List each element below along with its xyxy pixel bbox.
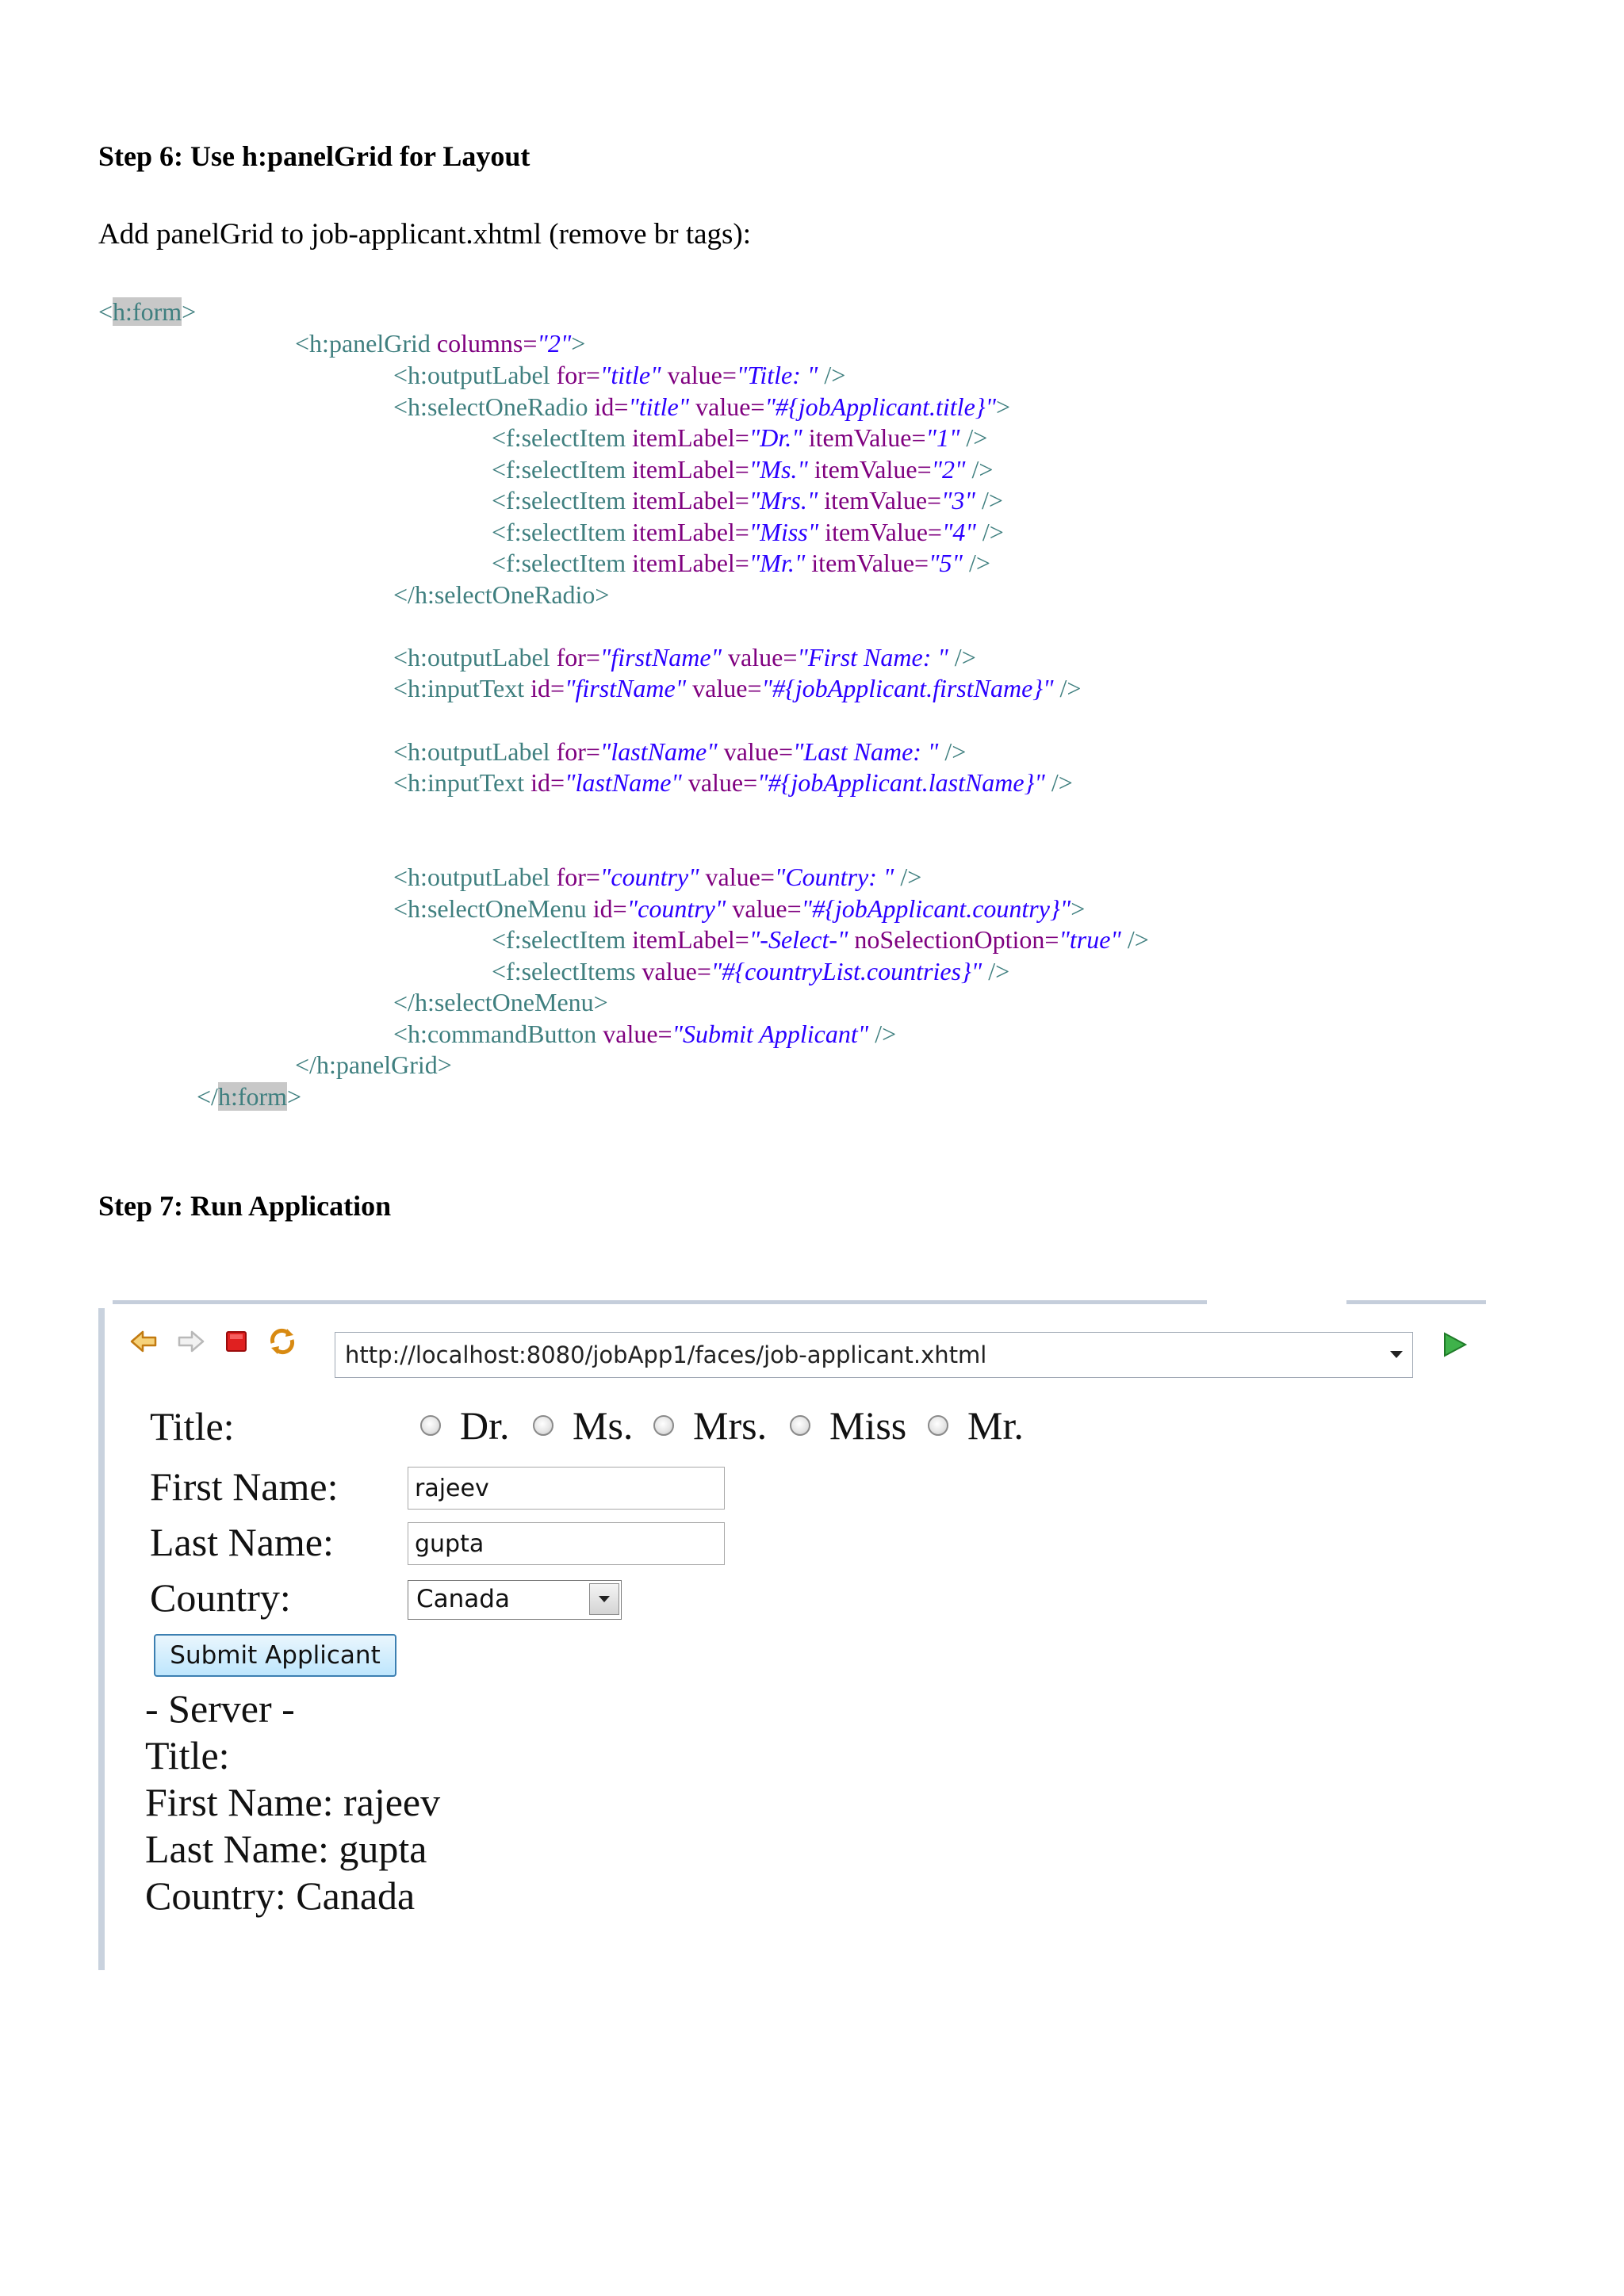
code-radio-open: <h:selectOneRadio id="title" value="#{jobApplicant.title}"> bbox=[393, 392, 1011, 421]
code-select-item: <f:selectItem itemLabel="Ms." itemValue="2" /> bbox=[492, 455, 994, 484]
stop-icon[interactable] bbox=[220, 1326, 252, 1357]
back-arrow-icon[interactable] bbox=[128, 1326, 160, 1357]
last-name-field[interactable] bbox=[408, 1522, 725, 1565]
radio-label: Mr. bbox=[967, 1403, 1024, 1448]
country-selected-value: Canada bbox=[416, 1585, 510, 1613]
output-country-line: Country: Canada bbox=[145, 1873, 416, 1918]
code-firstname-label: <h:outputLabel for="firstName" value="First Name: " /> bbox=[393, 643, 976, 672]
code-listing bbox=[98, 0, 1526, 1126]
first-name-field[interactable] bbox=[408, 1467, 725, 1510]
frame-border bbox=[98, 1308, 105, 1970]
radio-mr[interactable] bbox=[928, 1415, 948, 1436]
code-menu-close: </h:selectOneMenu> bbox=[393, 988, 608, 1016]
output-last-name-line: Last Name: gupta bbox=[145, 1827, 427, 1871]
code-form-close: </h:form> bbox=[197, 1082, 302, 1111]
radio-label: Mrs. bbox=[693, 1403, 768, 1448]
code-select-item: <f:selectItem itemLabel="Mrs." itemValue="3" /> bbox=[492, 486, 1003, 515]
output-first-name-line: First Name: rajeev bbox=[145, 1780, 441, 1824]
url-bar[interactable] bbox=[335, 1332, 1413, 1378]
step6-intro: Add panelGrid to job-applicant.xhtml (remove br tags): bbox=[98, 218, 752, 251]
code-firstname-input: <h:inputText id="firstName" value="#{jobApplicant.firstName}" /> bbox=[393, 674, 1082, 702]
frame-border bbox=[1346, 1300, 1486, 1304]
code-select-item: <f:selectItem itemLabel="Miss" itemValue="4" /> bbox=[492, 518, 1004, 546]
url-input[interactable] bbox=[335, 1341, 1377, 1369]
step7-heading: Step 7: Run Application bbox=[98, 1190, 392, 1222]
first-name-label: First Name: bbox=[150, 1464, 339, 1509]
radio-label: Miss bbox=[829, 1403, 907, 1448]
refresh-icon[interactable] bbox=[266, 1326, 298, 1357]
country-select[interactable] bbox=[408, 1580, 622, 1620]
step6-heading: Step 6: Use h:panelGrid for Layout bbox=[98, 140, 530, 172]
code-panelgrid-close: </h:panelGrid> bbox=[295, 1050, 452, 1079]
code-command-button: <h:commandButton value="Submit Applicant" /> bbox=[393, 1020, 897, 1048]
frame-border bbox=[113, 1300, 1207, 1304]
code-title-label: <h:outputLabel for="title" value="Title: " /> bbox=[393, 361, 846, 389]
submit-applicant-button[interactable]: Submit Applicant bbox=[154, 1634, 396, 1677]
output-server-line: - Server - bbox=[145, 1686, 295, 1731]
radio-ms[interactable] bbox=[533, 1415, 553, 1436]
code-country-label: <h:outputLabel for="country" value="Country: " /> bbox=[393, 863, 922, 891]
browser-toolbar bbox=[113, 1308, 1486, 1368]
go-icon[interactable] bbox=[1438, 1329, 1470, 1360]
forward-arrow-icon[interactable] bbox=[174, 1326, 206, 1357]
code-select-item: <f:selectItem itemLabel="Mr." itemValue="5" /> bbox=[492, 549, 990, 577]
title-radio-group bbox=[0, 1403, 1110, 1448]
code-menu-open: <h:selectOneMenu id="country" value="#{jobApplicant.country}"> bbox=[393, 894, 1086, 923]
title-label: Title: bbox=[150, 1404, 235, 1448]
country-label: Country: bbox=[150, 1575, 291, 1620]
radio-label: Ms. bbox=[573, 1403, 634, 1448]
code-radio-close: </h:selectOneRadio> bbox=[393, 580, 610, 609]
radio-label: Dr. bbox=[460, 1403, 510, 1448]
chevron-down-icon[interactable] bbox=[589, 1583, 619, 1615]
radio-dr[interactable] bbox=[420, 1415, 441, 1436]
code-select-item-default: <f:selectItem itemLabel="-Select-" noSelectionOption="true" /> bbox=[492, 925, 1149, 954]
chevron-down-icon[interactable] bbox=[1388, 1349, 1404, 1364]
code-lastname-input: <h:inputText id="lastName" value="#{jobApplicant.lastName}" /> bbox=[393, 768, 1073, 797]
code-select-items: <f:selectItems value="#{countryList.countries}" /> bbox=[492, 957, 1010, 985]
code-lastname-label: <h:outputLabel for="lastName" value="Last Name: " /> bbox=[393, 737, 967, 766]
radio-miss[interactable] bbox=[790, 1415, 810, 1436]
radio-mrs[interactable] bbox=[653, 1415, 674, 1436]
code-select-item: <f:selectItem itemLabel="Dr." itemValue="1" /> bbox=[492, 423, 988, 452]
code-panelgrid-open: <h:panelGrid columns="2"> bbox=[295, 329, 586, 358]
last-name-label: Last Name: bbox=[150, 1520, 334, 1564]
code-form-open: <h:form> bbox=[98, 297, 197, 326]
output-title-line: Title: bbox=[145, 1733, 230, 1777]
